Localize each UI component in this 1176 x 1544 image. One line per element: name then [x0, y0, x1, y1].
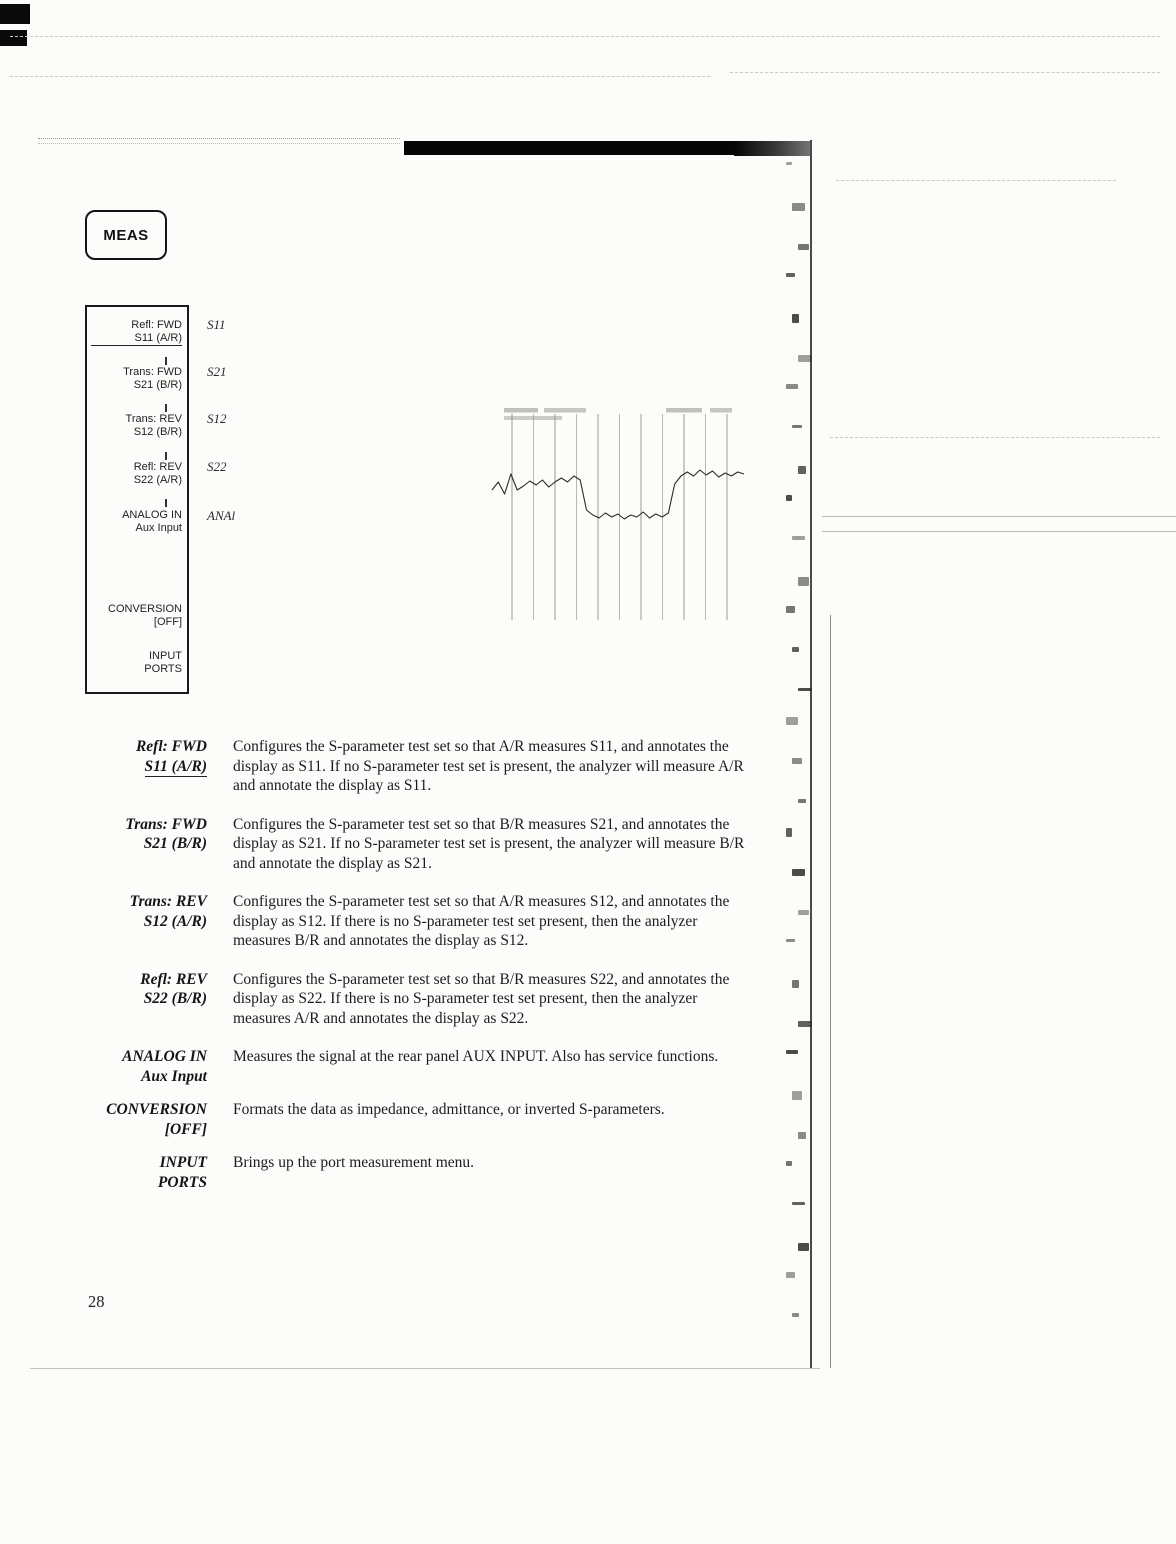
scan-artifact-line	[830, 437, 1160, 438]
softkey-connector	[165, 452, 167, 460]
binding-artifact-mark	[786, 828, 792, 837]
binding-artifact-mark	[792, 758, 802, 764]
binding-artifact-mark	[798, 910, 809, 915]
scan-dark-bar-fade	[734, 141, 812, 156]
definition-text: Configures the S-parameter test set so that A/R measures S11, and annotates the display as S11. If no S-parameter test set is present, the analyzer will measure A/R and annotate the display as S11.	[233, 738, 744, 794]
term-line1: CONVERSION	[106, 1101, 207, 1118]
binding-artifact-mark	[792, 647, 799, 652]
binding-artifact-mark	[792, 203, 805, 211]
softkey-trans-fwd-s21	[91, 366, 182, 391]
definition-term	[85, 1047, 207, 1086]
scan-artifact-line	[10, 76, 710, 77]
definition-row	[85, 815, 750, 874]
softkey-label: Trans: FWD	[123, 366, 182, 378]
softkey-label: S12 (B/R)	[133, 425, 182, 438]
binding-artifact-mark	[792, 1091, 802, 1100]
scan-dark-bar	[404, 141, 734, 155]
binding-artifact-mark	[786, 717, 798, 725]
scan-artifact-line	[822, 531, 1176, 532]
scan-corner-mark	[0, 4, 30, 24]
softkey-label: S22 (A/R)	[133, 473, 182, 486]
binding-artifact-mark	[798, 577, 809, 586]
term-line2: S22 (B/R)	[143, 990, 207, 1007]
definition-text: Measures the signal at the rear panel AUX INPUT. Also has service functions.	[233, 1048, 719, 1065]
softkey-label: S21 (B/R)	[133, 378, 182, 391]
softkey-label: Aux Input	[135, 521, 182, 534]
softkey-menu	[85, 305, 189, 694]
softkey-label: Refl: REV	[133, 461, 182, 473]
definition-term	[85, 815, 207, 854]
binding-artifact-mark	[792, 536, 805, 540]
binding-artifact-mark	[798, 1243, 809, 1251]
term-line1: ANALOG IN	[122, 1048, 207, 1065]
definition-term	[85, 737, 207, 777]
definition-text: Configures the S-parameter test set so that B/R measures S21, and annotates the display as S21. If no S-parameter test set is present, the analyzer will measure B/R and annotate the display as S21.	[233, 815, 745, 872]
binding-artifact-mark	[792, 980, 799, 988]
term-line1: Refl: REV	[140, 970, 207, 988]
binding-artifact-mark	[792, 1313, 799, 1317]
definition-term	[85, 892, 207, 931]
softkey-conversion	[91, 603, 182, 628]
page-edge-line	[810, 140, 812, 1368]
annotation-s22: S22	[207, 459, 227, 474]
definition-text: Brings up the port measurement menu.	[233, 1154, 475, 1171]
binding-artifact-mark	[786, 384, 798, 389]
analyzer-screen-image	[488, 402, 750, 626]
term-line2: S11 (A/R)	[145, 757, 207, 778]
binding-artifact-mark	[786, 162, 792, 165]
definition-row	[85, 892, 750, 951]
term-line2: S21 (B/R)	[143, 835, 207, 852]
term-line2: [OFF]	[164, 1120, 207, 1138]
softkey-label: [OFF]	[153, 615, 182, 628]
term-line2: S12 (A/R)	[143, 912, 207, 930]
binding-artifact-mark	[798, 1132, 806, 1139]
softkey-connector	[165, 404, 167, 412]
definition-row	[85, 737, 750, 796]
softkey-label: INPUT	[149, 650, 182, 662]
meas-key-label: MEAS	[103, 226, 149, 244]
softkey-input-ports	[91, 650, 182, 675]
binding-artifact-mark	[786, 1161, 792, 1166]
binding-artifact-mark	[792, 1202, 805, 1205]
softkey-trans-rev-s12	[91, 413, 182, 438]
binding-artifact-mark	[798, 688, 812, 691]
softkey-connector	[165, 357, 167, 365]
binding-artifact-mark	[786, 273, 795, 277]
scan-rule-line	[38, 138, 400, 144]
page-edge-line	[830, 615, 831, 1368]
binding-artifact-mark	[786, 1272, 795, 1278]
definition-text: Configures the S-parameter test set so that A/R measures S12, and annotates the display as S12. If there is no S-parameter test set present, then the analyzer measures B/R and annotates the display as S12.	[233, 893, 730, 949]
definition-row	[85, 1153, 750, 1192]
scan-artifact-line	[836, 180, 1116, 181]
definition-term	[85, 1153, 207, 1192]
term-line1: INPUT	[159, 1154, 207, 1171]
binding-artifact-mark	[798, 244, 809, 250]
scan-artifact-line	[10, 36, 1160, 37]
binding-artifact-mark	[792, 314, 799, 323]
page-number: 28	[88, 1292, 105, 1311]
softkey-label: Refl: FWD	[131, 319, 182, 331]
meas-key-button	[85, 210, 167, 260]
definition-term	[85, 970, 207, 1009]
definition-text: Configures the S-parameter test set so that B/R measures S22, and annotates the display as S22. If there is no S-parameter test set present, then the analyzer measures A/R and annotates the display as S22.	[233, 970, 730, 1027]
scan-corner-mark	[0, 30, 27, 46]
binding-artifact-mark	[792, 869, 805, 876]
annotation-s11: S11	[207, 317, 226, 332]
softkey-label: PORTS	[144, 662, 182, 675]
softkey-label: Trans: REV	[125, 413, 182, 425]
binding-artifact-mark	[798, 799, 806, 803]
softkey-label: ANALOG IN	[122, 509, 182, 521]
term-line1: Trans: FWD	[125, 815, 207, 833]
binding-artifact-mark	[798, 466, 806, 474]
binding-artifact-mark	[786, 606, 795, 613]
softkey-refl-fwd-s11	[91, 319, 182, 346]
annotation-s21: S21	[207, 364, 227, 379]
annotation-s12: S12	[207, 411, 227, 426]
softkey-connector	[165, 499, 167, 507]
softkey-label: CONVERSION	[108, 603, 182, 615]
annotation-anal: ANAl	[207, 508, 236, 523]
term-line1: Refl: FWD	[135, 738, 207, 755]
binding-artifact-mark	[786, 1050, 798, 1054]
scan-artifact-line	[822, 516, 1176, 517]
binding-artifact-mark	[786, 495, 792, 501]
definition-text: Formats the data as impedance, admittance, or inverted S-parameters.	[233, 1101, 665, 1118]
binding-artifact-mark	[798, 1021, 812, 1027]
definitions-list	[85, 737, 750, 1192]
term-line2: PORTS	[157, 1173, 207, 1191]
definition-row	[85, 970, 750, 1029]
definition-row	[85, 1047, 750, 1086]
page-bottom-edge	[30, 1368, 820, 1369]
term-line1: Trans: REV	[129, 893, 207, 910]
binding-artifact-mark	[792, 425, 802, 428]
term-line2: Aux Input	[141, 1067, 207, 1085]
definition-term	[85, 1100, 207, 1139]
binding-artifact-mark	[786, 939, 795, 942]
binding-artifact-mark	[798, 355, 812, 362]
definition-row	[85, 1100, 750, 1139]
scan-artifact-line	[730, 72, 1160, 73]
softkey-label: S11 (A/R)	[91, 332, 182, 347]
softkey-refl-rev-s22	[91, 461, 182, 486]
softkey-analog-in	[91, 509, 182, 534]
